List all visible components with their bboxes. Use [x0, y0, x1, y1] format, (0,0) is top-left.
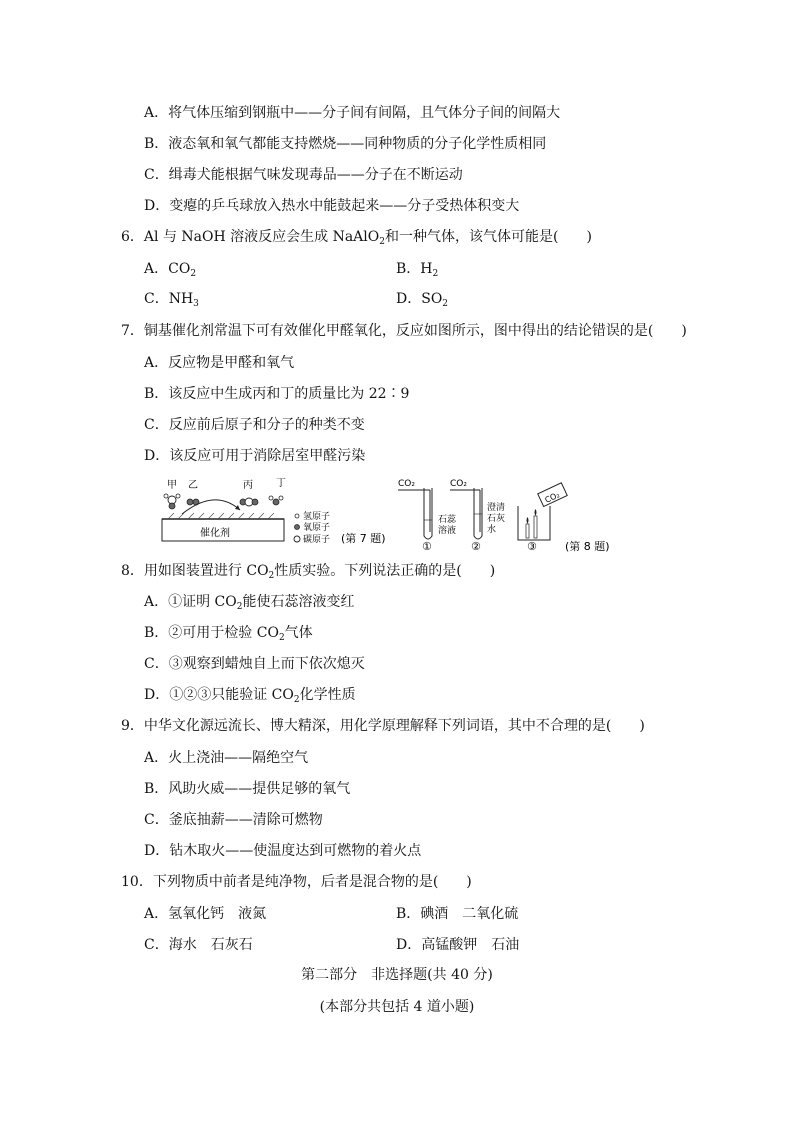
fig8-tube2-label-line3: 水	[487, 525, 497, 535]
q6-stem-subscript: 2	[379, 237, 385, 247]
q8-option-b-part1: B．②可用于检验 CO	[144, 625, 279, 641]
q5-option-b: B．液态氧和氧气都能支持燃烧——同种物质的分子化学性质相同	[144, 136, 547, 152]
fig8-candle-short	[526, 524, 529, 538]
q6-option-b-text: B．H	[396, 261, 433, 277]
q8-option-d	[144, 686, 356, 709]
fig7-molecule-water	[269, 496, 283, 505]
fig7-arrow-head	[235, 505, 240, 510]
q8-option-b	[144, 624, 313, 647]
q8-option-a-sub: 2	[236, 602, 243, 612]
figure-q7-q8	[160, 478, 630, 553]
q10-option-d: D．高锰酸钾 石油	[396, 937, 520, 953]
q10-stem: 10．下列物质中前者是纯净物，后者是混合物的是( )	[121, 874, 472, 890]
q6-option-b-sub: 2	[432, 269, 439, 279]
fig7-label-bing: 丙	[243, 480, 253, 491]
legend-carbon: 碳原子	[303, 535, 331, 545]
q6-option-d-text: D．SO	[396, 291, 443, 307]
fig8-test-tube-1	[424, 488, 432, 539]
legend-hydrogen-icon	[295, 514, 299, 518]
q10-option-a: A．氢氧化钙 液氮	[144, 906, 267, 922]
fig8-flame-short	[527, 517, 529, 524]
part2-subtitle: (本部分共包括 4 道小题)	[319, 999, 475, 1015]
q5-option-d: D．变瘪的乒乓球放入热水中能鼓起来——分子受热体积变大	[144, 198, 520, 214]
q7-stem: 7．铜基催化剂常温下可有效催化甲醛氧化，反应如图所示，图中得出的结论错误的是( )	[121, 323, 687, 339]
q6-option-d-sub: 2	[442, 299, 449, 309]
fig8-co2-label-3: CO₂	[543, 490, 561, 505]
fig7-molecule-co2	[240, 498, 258, 506]
q8-option-a-part2: 能使石蕊溶液变红	[242, 594, 355, 610]
q9-stem: 9．中华文化源远流长、博大精深，用化学原理解释下列词语，其中不合理的是( )	[121, 718, 645, 734]
legend-oxygen: 氧原子	[303, 523, 331, 533]
q8-stem-part2: 性质实验。下列说法正确的是( )	[274, 563, 496, 579]
fig8-tube1-label-line2: 溶液	[438, 526, 457, 536]
fig7-label-ding: 丁	[276, 478, 286, 489]
q5-option-a: A．将气体压缩到钢瓶中——分子间有间隔，且气体分子间的间隔大	[144, 105, 561, 121]
fig8-candle-tall	[534, 516, 537, 538]
q7-option-d: D．该反应可用于消除居室甲醛污染	[144, 448, 366, 464]
q6-stem	[121, 228, 592, 251]
q7-option-c: C．反应前后原子和分子的种类不变	[144, 417, 365, 433]
fig7-caption: (第 7 题)	[341, 532, 386, 545]
fig8-tube1-label-line1: 石蕊	[438, 515, 457, 525]
q6-option-a-text: A．CO	[144, 261, 191, 277]
q6-option-a-sub: 2	[190, 269, 197, 279]
q6-stem-part1: 6．Al 与 NaOH 溶液反应会生成 NaAlO	[121, 229, 380, 245]
fig7-label-yi: 乙	[188, 480, 198, 491]
q8-option-b-sub: 2	[278, 633, 285, 643]
fig8-num-3: ③	[527, 540, 537, 553]
q8-option-d-sub: 2	[293, 695, 300, 705]
fig8-tube2-label-line1: 澄清	[487, 503, 506, 513]
q9-option-d: D．钻木取火——使温度达到可燃物的着火点	[144, 843, 422, 859]
q8-option-c: C．③观察到蜡烛自上而下依次熄灭	[144, 656, 365, 672]
legend-oxygen-icon	[295, 525, 300, 530]
fig7-label-jia: 甲	[167, 480, 177, 491]
q8-option-d-part1: D．①②③只能验证 CO	[144, 687, 294, 703]
q9-option-a: A．火上浇油——隔绝空气	[144, 750, 309, 766]
q6-option-c-sub: 3	[193, 299, 199, 309]
q8-stem-part1: 8．用如图装置进行 CO	[121, 563, 269, 579]
fig8-co2-label-1: CO₂	[398, 479, 415, 489]
fig8-co2-label-2: CO₂	[450, 479, 467, 489]
q6-option-c-text: C．NH	[144, 291, 194, 307]
q8-option-a	[144, 593, 354, 616]
fig8-flame-tall	[535, 509, 537, 516]
q6-stem-part2: 和一种气体，该气体可能是( )	[384, 229, 592, 245]
q8-option-b-part2: 气体	[284, 625, 313, 641]
fig8-num-2: ②	[471, 540, 481, 553]
fig8-tube2-label-line2: 石灰	[487, 514, 506, 524]
q10-option-c: C．海水 石灰石	[144, 937, 253, 953]
q9-option-c: C．釜底抽薪——清除可燃物	[144, 812, 323, 828]
q6-option-a	[144, 260, 196, 283]
q6-option-d	[396, 290, 448, 313]
fig8-num-1: ①	[422, 540, 432, 553]
q8-stem-subscript: 2	[268, 571, 275, 581]
fig7-molecule-formaldehyde	[164, 494, 180, 509]
q8-stem	[121, 562, 495, 585]
q7-option-b: B．该反应中生成丙和丁的质量比为 22∶9	[144, 386, 410, 402]
q8-option-d-part2: 化学性质	[299, 687, 356, 703]
q5-option-c: C．缉毒犬能根据气味发现毒品——分子在不断运动	[144, 167, 463, 183]
legend-hydrogen: 氢原子	[303, 512, 331, 522]
fig7-catalyst-label: 催化剂	[200, 528, 230, 539]
part2-title: 第二部分 非选择题(共 40 分)	[301, 967, 493, 983]
q9-option-b: B．风助火威——提供足够的氧气	[144, 781, 351, 797]
q10-option-b: B．碘酒 二氧化硫	[396, 906, 519, 922]
q7-option-a: A．反应物是甲醛和氧气	[144, 355, 295, 371]
q6-option-b	[396, 260, 438, 283]
fig8-test-tube-2	[474, 488, 482, 539]
legend-carbon-icon	[294, 536, 300, 542]
q8-option-a-part1: A．①证明 CO	[144, 594, 237, 610]
fig8-caption: (第 8 题)	[565, 540, 610, 553]
q6-option-c	[144, 290, 199, 313]
